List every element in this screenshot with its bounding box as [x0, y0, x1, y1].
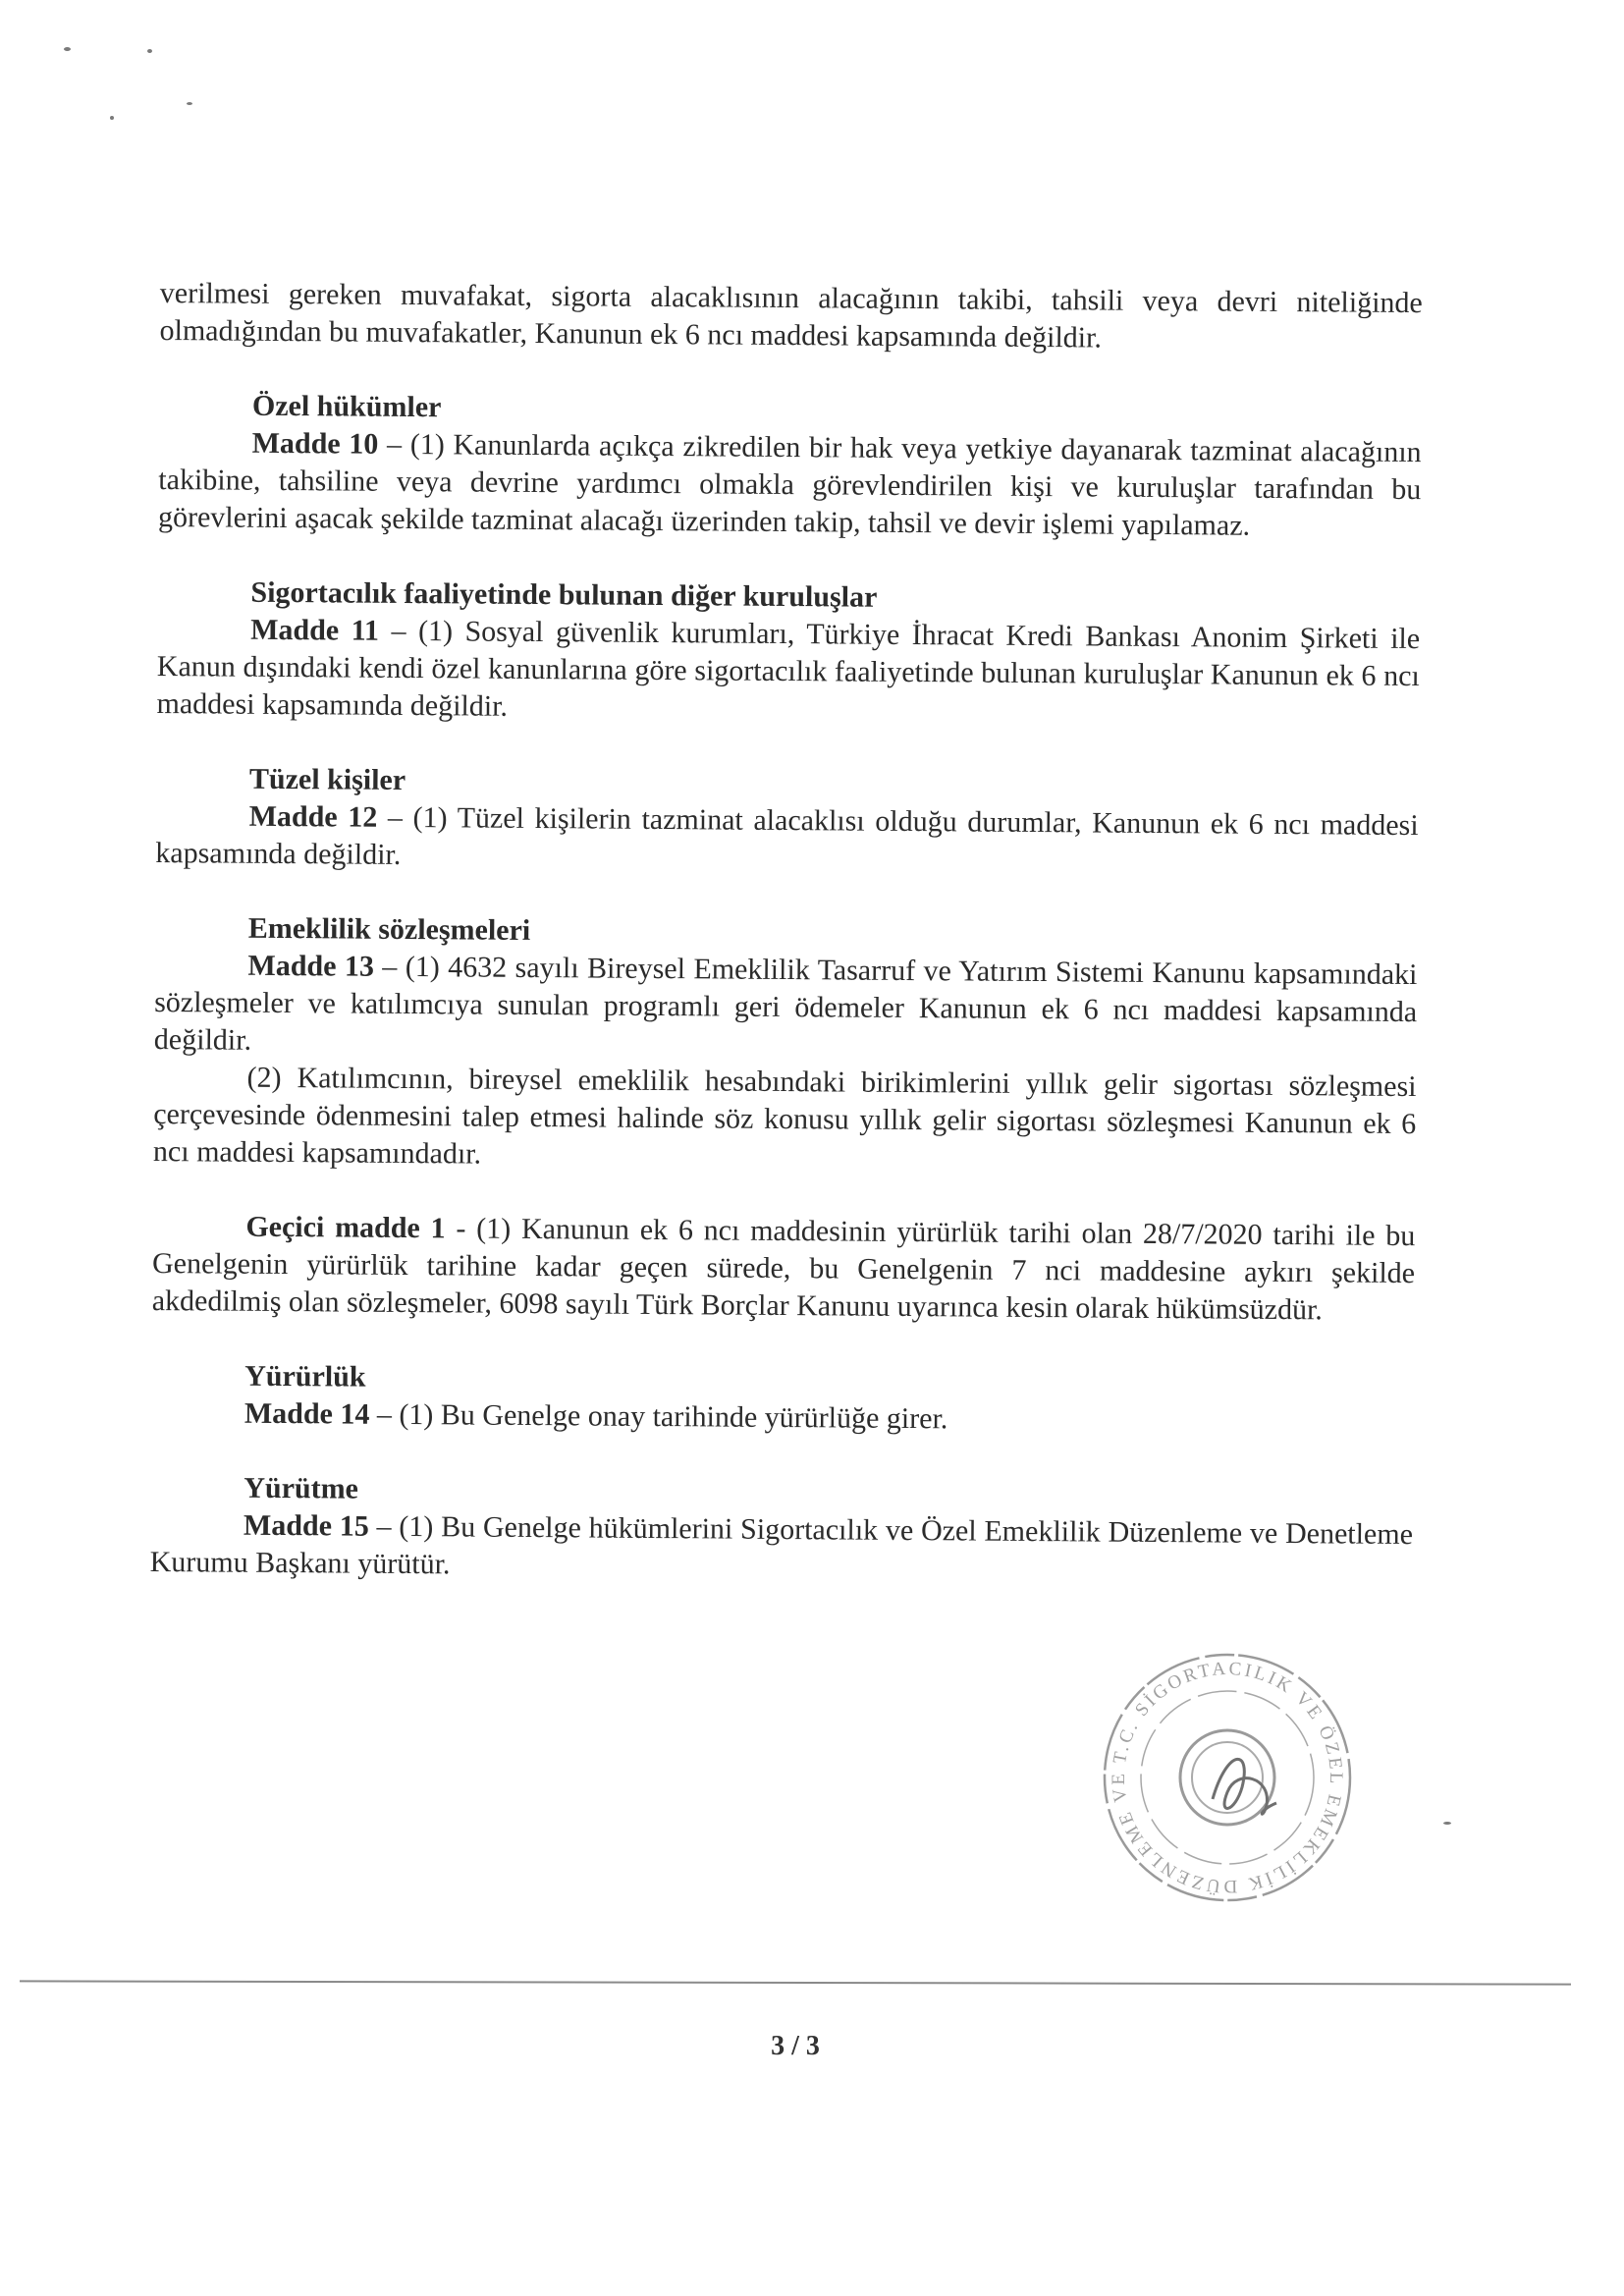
article-label: Geçici madde 1 — [245, 1210, 446, 1245]
section — [158, 387, 1422, 546]
section-heading: Yürütme — [244, 1471, 359, 1505]
article-paragraph — [158, 424, 1422, 546]
article-label: Madde 13 — [247, 949, 375, 983]
article-text: - (1) Kanunun ek 6 ncı maddesinin yürürlük tarihi olan 28/7/2020 tarihi ile bu Genelgenin yürürlük tarihine kadar geçen sürede, bu Genelgenin 7 nci maddesine aykırı şekilde akdedilmiş olan sözleşmeler, 6098 sayılı Türk Borçlar Kanunu uyarınca kesin olarak hükümsüzdür. — [151, 1212, 1416, 1327]
section — [155, 760, 1419, 882]
section — [156, 574, 1420, 733]
article-label: Madde 10 — [251, 426, 379, 461]
article-paragraph — [155, 797, 1419, 882]
article-paragraph — [153, 1059, 1417, 1180]
scan-speck — [147, 49, 152, 53]
seal-icon — [1080, 1630, 1375, 1925]
article-text: – (1) Tüzel kişilerin tazminat alacaklısı olduğu durumlar, Kanunun ek 6 ncı maddesi kapsamında değildir. — [155, 800, 1419, 871]
section — [153, 909, 1418, 1180]
article-text: – (1) Kanunlarda açıkça zikredilen bir hak veya yetkiye dayanarak tazminat alacağının takibine, tahsiline veya devrine yardımcı olmakla görevlendirilen kişi ve kuruluşlar tarafından bu görevlerini aşacak şekilde tazminat alacağı üzerinden takip, tahsil ve devir işlemi yapılamaz. — [157, 427, 1422, 542]
article-paragraph — [150, 1506, 1414, 1591]
article-label: Madde 15 — [243, 1508, 369, 1543]
article-paragraph — [152, 1208, 1416, 1330]
section — [151, 1357, 1415, 1442]
scan-speck — [187, 102, 192, 105]
section-heading: Tüzel kişiler — [248, 762, 406, 796]
section — [152, 1208, 1416, 1330]
scan-speck — [64, 47, 71, 51]
page-number: 3 / 3 — [771, 2031, 820, 2061]
section-heading: Emeklilik sözleşmeleri — [247, 911, 531, 947]
scan-speck — [110, 116, 114, 120]
article-text: – (1) 4632 sayılı Bireysel Emeklilik Tasarruf ve Yatırım Sistemi Kanunu kapsamındaki sözleşmeler ve katılımcıya sunulan programlı geri ödemeler Kanunun ek 6 ncı maddesi kapsamında değildir. — [153, 950, 1418, 1057]
article-label: Madde 12 — [248, 799, 378, 834]
article-paragraph — [154, 947, 1418, 1068]
official-seal-stamp — [1080, 1630, 1375, 1925]
article-label: Madde 11 — [250, 613, 380, 647]
section-heading: Sigortacılık faaliyetinde bulunan diğer kuruluşlar — [250, 575, 878, 614]
signature-mark — [1213, 1759, 1276, 1814]
article-text: – (1) Sosyal güvenlik kurumları, Türkiye İhracat Kredi Bankası Anonim Şirketi ile Kanun dışındaki kendi özel kanunlarına göre sigortacılık faaliyetinde bulunan kuruluşlar Kanunun ek 6 ncı maddesi kapsamında değildir. — [156, 614, 1421, 723]
section-heading: Özel hükümler — [251, 389, 442, 424]
article-paragraph — [156, 611, 1420, 733]
section-heading: Yürürlük — [244, 1359, 366, 1394]
document-body — [150, 275, 1423, 1591]
section — [150, 1469, 1414, 1591]
svg-text:T.C. SİGORTACILIK VE ÖZEL EMEK: T.C. SİGORTACILIK VE ÖZEL EMEKLİLİK DÜZENLEME VE — [1108, 1658, 1347, 1897]
article-label: Madde 14 — [244, 1396, 370, 1431]
article-text: (2) Katılımcının, bireysel emeklilik hesabındaki birikimlerini yıllık gelir sigortası sözleşmesi çerçevesinde ödenmesini talep etmesi halinde söz konusu yıllık gelir sigortası sözleşmesi Kanunun ek 6 ncı maddesi kapsamındadır. — [152, 1061, 1417, 1171]
article-text: – (1) Bu Genelge hükümlerini Sigortacılık ve Özel Emeklilik Düzenleme ve Denetleme Kurumu Başkanı yürütür. — [149, 1509, 1414, 1581]
intro-paragraph: verilmesi gereken muvafakat, sigorta alacaklısının alacağının takibi, tahsili veya devri niteliğinde olmadığından bu muvafakatler, Kanunun ek 6 ncı maddesi kapsamında değildir. — [159, 276, 1423, 355]
scan-speck — [1443, 1822, 1451, 1825]
article-text: – (1) Bu Genelge onay tarihinde yürürlüğe girer. — [369, 1397, 948, 1436]
footer-divider — [20, 1980, 1571, 1985]
